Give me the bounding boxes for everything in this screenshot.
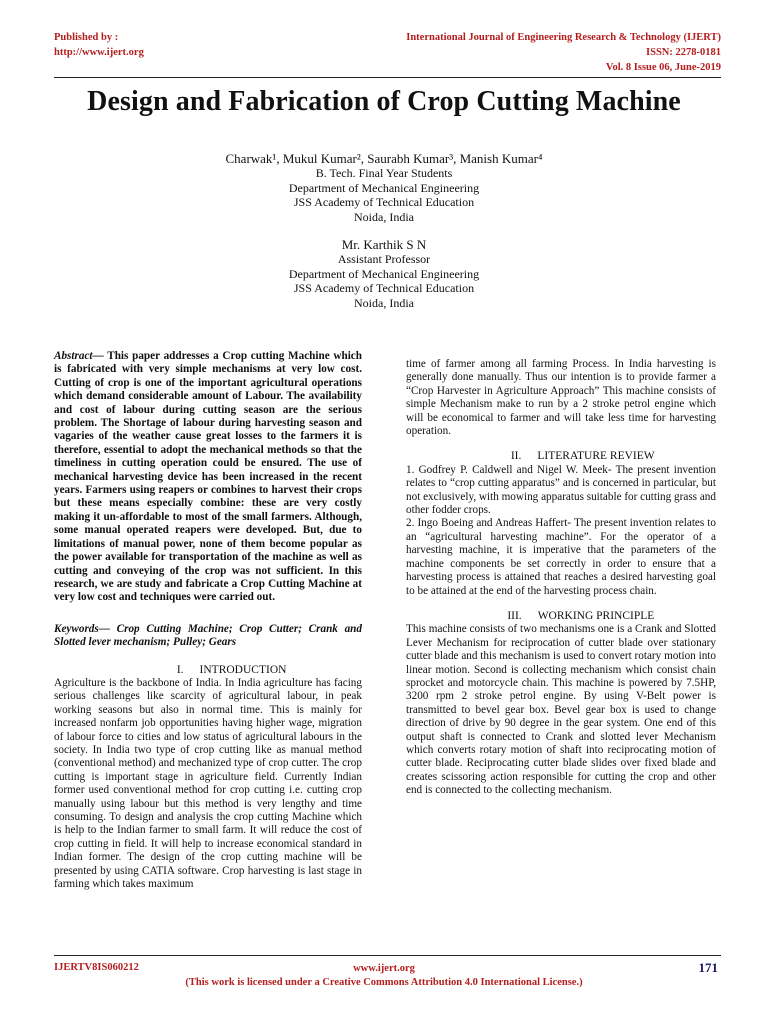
page-number: 171 bbox=[698, 960, 718, 975]
right-column bbox=[406, 358, 716, 798]
section-title: LITERATURE REVIEW bbox=[537, 450, 655, 463]
author-names: Charwak¹, Mukul Kumar², Saurabh Kumar³, Manish Kumar⁴ bbox=[225, 151, 543, 166]
abstract-label: Abstract bbox=[54, 350, 93, 362]
footer-center bbox=[0, 962, 768, 990]
guide-name: Mr. Karthik S N bbox=[341, 237, 427, 252]
header-url-link[interactable]: http://www.ijert.org bbox=[54, 47, 144, 58]
issn: ISSN: 2278-0181 bbox=[646, 47, 721, 58]
literature-item-1: 1. Godfrey P. Caldwell and Nigel W. Meek- The present invention relates to “crop cutting apparatus” and is concerned in particular, but not exclusively, with mowing apparatus suitable for cutting grass and other fodder crops. bbox=[406, 463, 716, 517]
section-title: WORKING PRINCIPLE bbox=[537, 609, 655, 622]
paper-id: IJERTV8IS060212 bbox=[54, 962, 139, 973]
keywords bbox=[54, 623, 362, 650]
abstract bbox=[54, 350, 362, 605]
left-column bbox=[54, 350, 362, 891]
published-by: Published by : bbox=[54, 32, 119, 43]
keywords-text: — Crop Cutting Machine; Crop Cutter; Crank and Slotted lever mechanism; Pulley; Gears bbox=[54, 622, 362, 649]
author-line: Department of Mechanical Engineering bbox=[288, 180, 480, 195]
guide-block bbox=[0, 238, 768, 310]
guide-line: Department of Mechanical Engineering bbox=[288, 266, 480, 281]
literature-item-2: 2. Ingo Boeing and Andreas Haffert- The present invention relates to an “agricultural harvesting machine”. For the operator of a harvesting machine, it is imperative that the parameters of the machine components be set correctly in order to ensure that a harvesting process is attained that reaches a desired harvesting goal to be attained at the end of the harvesting process chain. bbox=[406, 517, 716, 597]
section-title: INTRODUCTION bbox=[199, 663, 287, 676]
volume-issue: Vol. 8 Issue 06, June-2019 bbox=[605, 62, 721, 73]
footer-url-link[interactable]: www.ijert.org bbox=[353, 963, 415, 974]
header-divider bbox=[54, 77, 721, 78]
guide-line: JSS Academy of Technical Education bbox=[293, 281, 475, 296]
guide-line: Assistant Professor bbox=[337, 252, 431, 267]
author-block bbox=[0, 152, 768, 224]
author-line: B. Tech. Final Year Students bbox=[315, 166, 453, 181]
footer-divider bbox=[54, 955, 721, 956]
header-journal bbox=[406, 30, 721, 75]
section-number: II. bbox=[510, 450, 522, 463]
keywords-label: Keywords bbox=[54, 622, 99, 635]
section-heading-working bbox=[406, 610, 716, 623]
abstract-text: — This paper addresses a Crop cutting Machine which is fabricated with very simple mechanisms at very low cost. Cutting of crop is one of the important agricultural operations which demand considerable amount of Labour. The availability and cost of labour during cutting season are the serious problem. The Shortage of labour during harvesting season and vagaries of the weather cause great losses to the farmers it is therefore, essential to adopt the mechanical methods so that the timeliness in cutting operation could be ensured. The use of mechanical harvesting device has been increased in the recent years. Farmers using reapers or combines to harvest their crops but these means especially combine: these are very costly making it un-affordable to most of the small farmers. Although, some manual operated reapers were developed. But, due to limitations of manual power, none of them become popular as the power available for transportation of the machine as well as cutting and conveying of the crop was not sufficient. In this research, we are study and fabricate a Crop Cutting Machine at very low cost and techniques were carried out. bbox=[54, 350, 362, 604]
working-principle-text: This machine consists of two mechanisms one is a Crank and Slotted Lever Mechanism for reciprocation of cutter blade over stationary cutter blade and this mechanism is used to convert rotary motion into linear motion. Second is collecting mechanism which consist chain sprocket and motorcycle chain. This machine is powered by 7.5HP, 3200 rpm 2 stroke petrol engine. By using V-Belt power is transmitted to bevel gear box. Bevel gear box is used to change direction of drive by 90 degree in the gear system. One end of this output shaft is connected to Crank and slotted lever Mechanism which converts rotary motion of shaft into reciprocating motion of cutter blade. Reciprocating cutter blade slides over fixed blade and creates scissoring action responsible for cutting the crop and other end is connected to the collecting mechanism. bbox=[406, 623, 716, 797]
author-line: Noida, India bbox=[354, 209, 414, 224]
section-number: I. bbox=[176, 663, 184, 676]
guide-line: Noida, India bbox=[354, 295, 414, 310]
introduction-text: Agriculture is the backbone of India. In India agriculture has facing serious challenges like scarcity of agricultural labour, in peak working seasons but also in normal time. This is mainly for increased nonfarm job opportunities having higher wage, migration of labour force to cities and low status of agricultural labours in the society. In India two type of crop cutting like as manual method (conventional method) and mechanized type of crop cutter. The crop cutting is important stage in agriculture field. Currently Indian former used conventional method for crop cutting i.e. cutting crop manually using labour but this method is very lengthy and time consuming. To design and analysis the crop cutting Machine which is help to the Indian farmer to small farm. It will reduce the cost of crop cutting in field. It will help to increase economical standard in Indian former. The design of the crop cutting machine will be presented by using CATIA software. Crop harvesting is last stage in farming which takes maximum bbox=[54, 676, 362, 891]
section-heading-introduction bbox=[54, 664, 362, 677]
header-publisher bbox=[54, 30, 144, 60]
journal-name: International Journal of Engineering Research & Technology (IJERT) bbox=[406, 32, 721, 43]
license-text: (This work is licensed under a Creative Commons Attribution 4.0 International License.) bbox=[185, 977, 583, 988]
section-number: III. bbox=[507, 609, 522, 622]
author-line: JSS Academy of Technical Education bbox=[293, 195, 475, 210]
paper-title: Design and Fabrication of Crop Cutting Machine bbox=[87, 86, 681, 117]
introduction-continued: time of farmer among all farming Process. In India harvesting is generally done manually. Thus our intention is to provide farmer a “Crop Harvester in Agriculture Approach” This machine consists of simple Mechanism make to run by a 2 stroke petrol engine which will be economical to farmer and will take less time for harvesting operation. bbox=[406, 358, 716, 438]
section-heading-literature bbox=[406, 450, 716, 463]
